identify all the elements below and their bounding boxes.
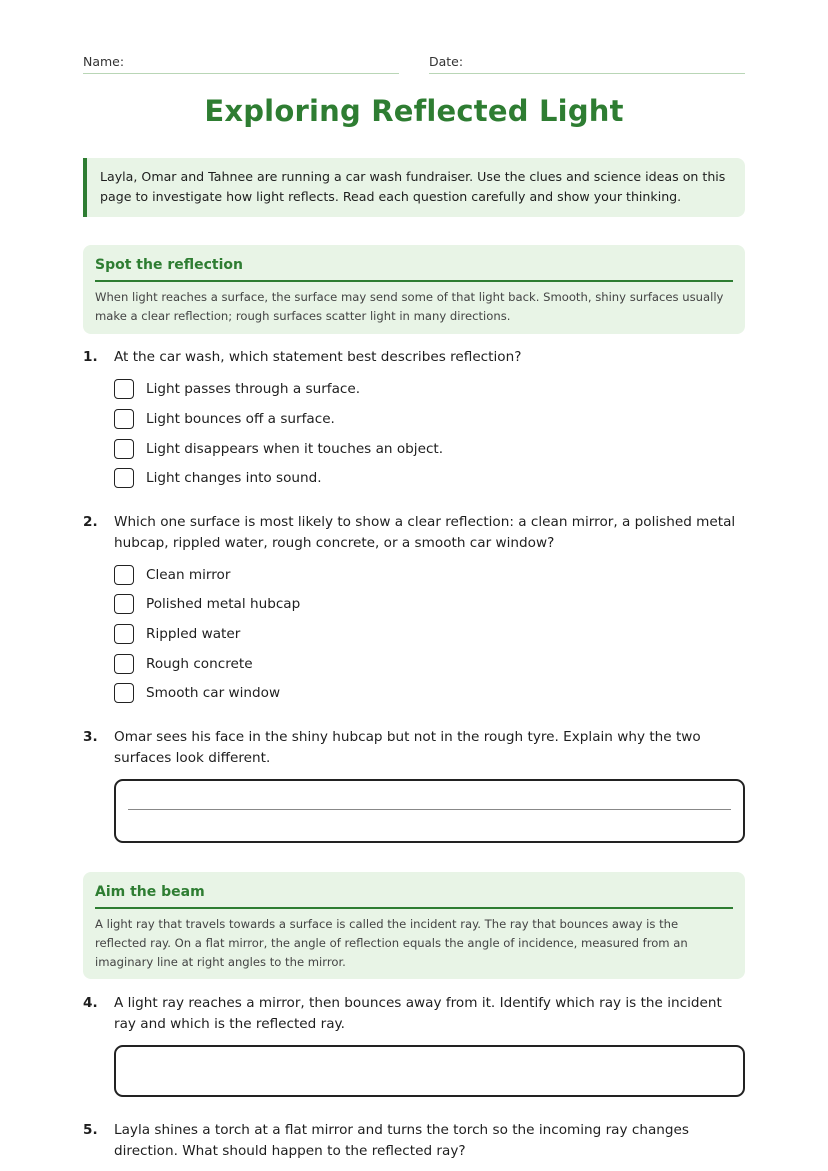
section-spot-the-reflection [83, 245, 745, 334]
question-text: Layla shines a torch at a flat mirror and turns the torch so the incoming ray changes direction. What should happen to the reflected ray? [114, 1122, 689, 1159]
checkbox[interactable] [114, 409, 134, 429]
answer-box-q4[interactable] [114, 1045, 745, 1097]
option-label: Rippled water [146, 626, 241, 642]
option-label: Rough concrete [146, 656, 253, 672]
option-label: Light changes into sound. [146, 470, 322, 486]
question-3 [83, 727, 745, 769]
writing-line [128, 809, 731, 810]
section-text: A light ray that travels towards a surface is called the incident ray. The ray that bounces away is the reflected ray. On a flat mirror, the angle of reflection equals the angle of incidence, measured from an imaginary line at right angles to the mirror. [95, 917, 688, 969]
name-field[interactable] [83, 51, 399, 74]
checkbox[interactable] [114, 468, 134, 488]
question-text: Omar sees his face in the shiny hubcap but not in the rough tyre. Explain why the two surfaces look different. [114, 729, 701, 766]
question-text: Which one surface is most likely to show a clear reflection: a clean mirror, a polished metal hubcap, rippled water, rough concrete, or a smooth car window? [114, 514, 736, 551]
intro-callout: Layla, Omar and Tahnee are running a car wash fundraiser. Use the clues and science ideas on this page to investigate how light reflects. Read each question carefully and show your thinking. [83, 158, 745, 217]
section-text: When light reaches a surface, the surface may send some of that light back. Smooth, shiny surfaces usually make a clear reflection; rough surfaces scatter light in many directions. [95, 290, 724, 323]
question-text: At the car wash, which statement best describes reflection? [114, 349, 522, 365]
question-2 [83, 512, 745, 554]
checkbox[interactable] [114, 683, 134, 703]
question-number: 3. [83, 729, 98, 745]
question-text: A light ray reaches a mirror, then bounces away from it. Identify which ray is the incident ray and which is the reflected ray. [114, 995, 722, 1032]
section-heading: Aim the beam [95, 884, 733, 909]
checkbox[interactable] [114, 594, 134, 614]
question-5 [83, 1120, 745, 1162]
section-aim-the-beam [83, 872, 745, 979]
checkbox[interactable] [114, 624, 134, 644]
header-row [83, 51, 745, 73]
checkbox[interactable] [114, 654, 134, 674]
checkbox[interactable] [114, 379, 134, 399]
question-number: 4. [83, 995, 98, 1011]
checkbox[interactable] [114, 439, 134, 459]
option-label: Clean mirror [146, 567, 231, 583]
date-label: Date: [429, 54, 464, 69]
date-field[interactable] [429, 51, 745, 74]
option-label: Smooth car window [146, 685, 281, 701]
option-label: Light passes through a surface. [146, 381, 361, 397]
question-number: 2. [83, 514, 98, 530]
page-title: Exploring Reflected Light [204, 94, 624, 128]
option-label: Light disappears when it touches an object. [146, 441, 444, 457]
answer-box-q3[interactable] [114, 779, 745, 843]
checkbox[interactable] [114, 565, 134, 585]
question-number: 1. [83, 349, 98, 365]
question-4 [83, 993, 745, 1035]
question-number: 5. [83, 1122, 98, 1138]
option-label: Light bounces off a surface. [146, 411, 335, 427]
question-1 [83, 347, 745, 368]
option-label: Polished metal hubcap [146, 596, 301, 612]
section-heading: Spot the reflection [95, 257, 733, 282]
name-label: Name: [83, 54, 125, 69]
